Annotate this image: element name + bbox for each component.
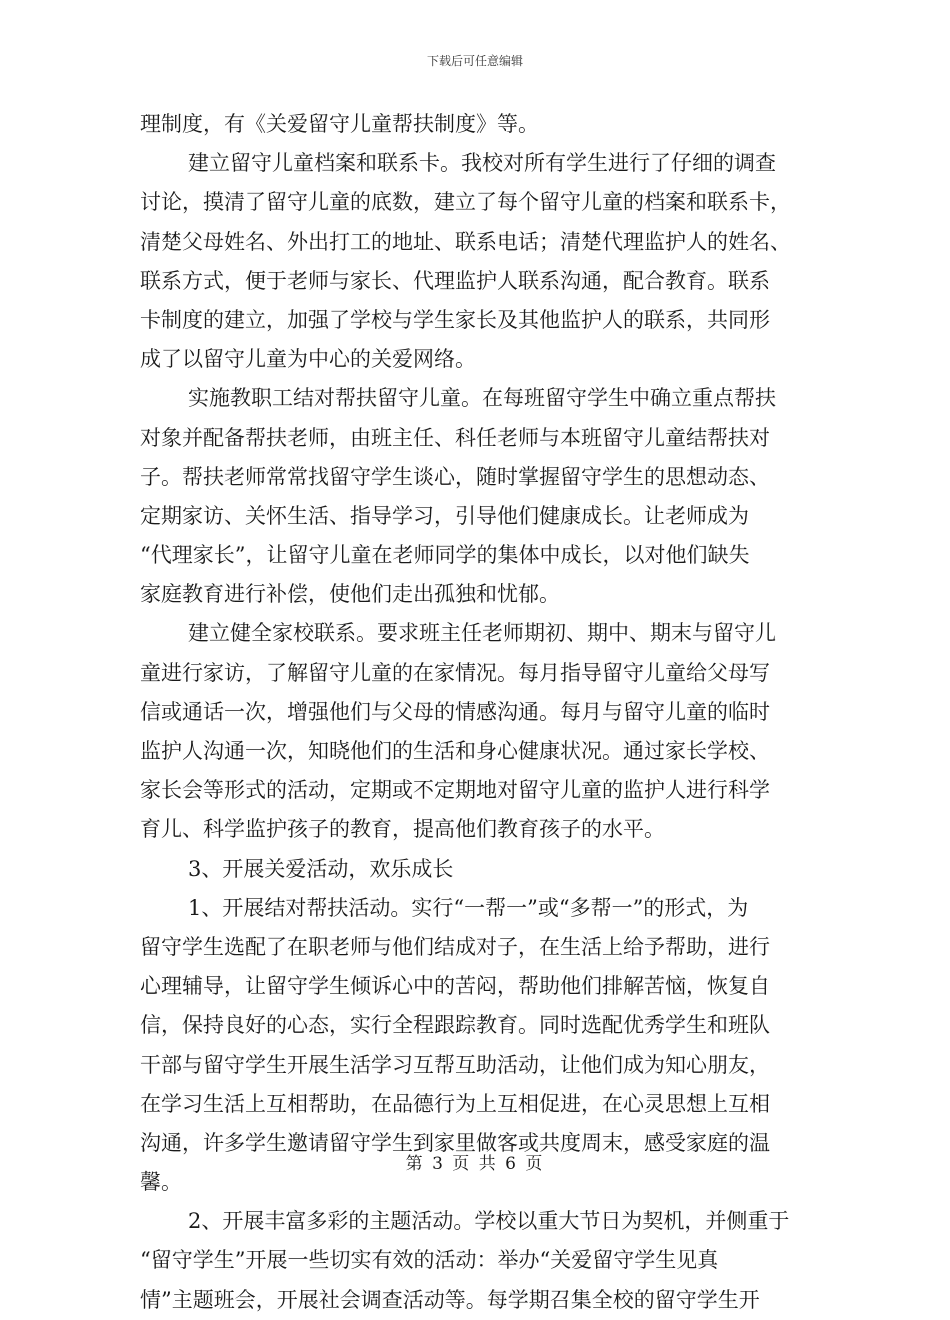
paragraph xyxy=(140,144,812,379)
text-line: 成了以留守儿童为中心的关爱网络。 xyxy=(140,347,476,372)
paragraph xyxy=(140,105,812,144)
page-footer: 第 3 页 共 6 页 xyxy=(405,1154,545,1174)
text-line: 情”主题班会，开展社会调查活动等。每学期召集全校的留守学生开 xyxy=(140,1287,760,1312)
text-line: 建立健全家校联系。要求班主任老师期初、期中、期末与留守儿 xyxy=(188,621,776,646)
document-body xyxy=(140,105,812,1320)
text-line: 子。帮扶老师常常找留守学生谈心，随时掌握留守学生的思想动态、 xyxy=(140,464,770,489)
paragraph xyxy=(140,1202,812,1320)
text-line: 3、开展关爱活动，欢乐成长 xyxy=(188,856,454,881)
text-line: 留守学生选配了在职老师与他们结成对子，在生活上给予帮助，进行 xyxy=(140,934,770,959)
text-line: 监护人沟通一次，知晓他们的生活和身心健康状况。通过家长学校、 xyxy=(140,739,770,763)
text-line: 理制度，有《关爱留守儿童帮扶制度》等。 xyxy=(140,112,539,136)
text-line: 建立留守儿童档案和联系卡。我校对所有学生进行了仔细的调查 xyxy=(188,151,776,176)
paragraph xyxy=(140,614,812,849)
text-line: 联系方式，便于老师与家长、代理监护人联系沟通，配合教育。联系 xyxy=(140,268,770,293)
text-line: 沟通，许多学生邀请留守学生到家里做客或共度周末，感受家庭的温 xyxy=(140,1130,770,1155)
text-line: 在学习生活上互相帮助，在品德行为上互相促进，在心灵思想上互相 xyxy=(140,1091,770,1116)
text-line: 2、开展丰富多彩的主题活动。学校以重大节日为契机，并侧重于 xyxy=(188,1209,790,1234)
text-line: 定期家访、关怀生活、指导学习，引导他们健康成长。让老师成为 xyxy=(140,503,749,528)
text-line: 家庭教育进行补偿，使他们走出孤独和忧郁。 xyxy=(140,582,560,607)
text-line: 实施教职工结对帮扶留守儿童。在每班留守学生中确立重点帮扶 xyxy=(188,386,776,411)
page-header-note: 下载后可任意编辑 xyxy=(426,54,523,68)
text-line: 1、开展结对帮扶活动。实行“一帮一”或“多帮一”的形式，为 xyxy=(188,895,749,920)
text-line: 家长会等形式的活动，定期或不定期地对留守儿童的监护人进行科学 xyxy=(140,778,770,803)
text-line: 信，保持良好的心态，实行全程跟踪教育。同时选配优秀学生和班队 xyxy=(140,1013,770,1038)
text-line: “留守学生”开展一些切实有效的活动：举办“关爱留守学生见真 xyxy=(140,1248,719,1273)
text-line: 育儿、科学监护孩子的教育，提高他们教育孩子的水平。 xyxy=(140,817,665,842)
paragraph xyxy=(140,379,812,614)
text-line: 清楚父母姓名、外出打工的地址、联系电话；清楚代理监护人的姓名、 xyxy=(140,229,791,254)
text-line: 童进行家访，了解留守儿童的在家情况。每月指导留守儿童给父母写 xyxy=(140,660,770,685)
text-line: 心理辅导，让留守学生倾诉心中的苦闷，帮助他们排解苦恼，恢复自 xyxy=(140,974,770,999)
text-line: “代理家长”，让留守儿童在老师同学的集体中成长，以对他们缺失 xyxy=(140,543,750,568)
text-line: 馨。 xyxy=(140,1170,182,1195)
text-line: 卡制度的建立，加强了学校与学生家长及其他监护人的联系，共同形 xyxy=(140,307,770,332)
text-line: 信或通话一次，增强他们与父母的情感沟通。每月与留守儿童的临时 xyxy=(140,699,770,724)
text-line: 讨论，摸清了留守儿童的底数，建立了每个留守儿童的档案和联系卡， xyxy=(140,190,791,215)
paragraph xyxy=(140,850,812,889)
text-line: 干部与留守学生开展生活学习互帮互助活动，让他们成为知心朋友， xyxy=(140,1052,770,1077)
text-line: 对象并配备帮扶老师，由班主任、科任老师与本班留守儿童结帮扶对 xyxy=(140,425,770,450)
